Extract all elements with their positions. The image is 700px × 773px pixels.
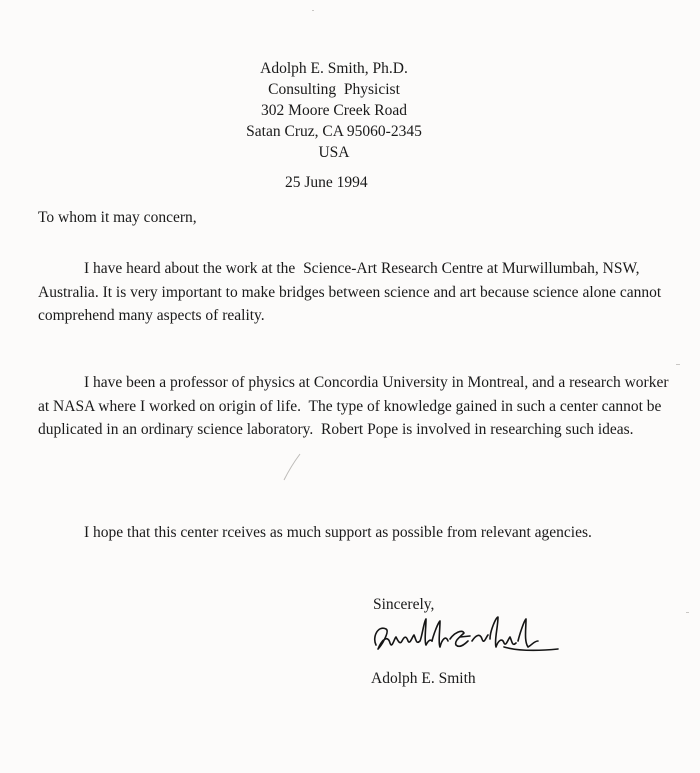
stray-pen-mark — [282, 452, 302, 482]
paragraph-2-text: I have been a professor of physics at Concordia University in Montreal, and a research worker at NASA where I worked on origin of life. The type of knowledge gained in such a center cannot be duplicated in an ordinary science laboratory. Robert Pope is involved in researching such ideas. — [38, 374, 673, 438]
handwritten-signature — [368, 611, 568, 669]
letter-date: 25 June 1994 — [285, 174, 368, 191]
scan-speck — [312, 10, 314, 11]
closing: Sincerely, — [373, 596, 435, 613]
sender-street: 302 Moore Creek Road — [261, 102, 407, 119]
sender-title: Consulting Physicist — [268, 81, 400, 98]
paragraph-2 — [38, 371, 678, 442]
sender-city: Satan Cruz, CA 95060-2345 — [246, 123, 422, 140]
sender-country: USA — [318, 144, 350, 161]
letterhead — [0, 58, 700, 163]
scan-speck — [686, 612, 689, 613]
paragraph-3-text: I hope that this center rceives as much support as possible from relevant agencies. — [84, 524, 592, 541]
salutation: To whom it may concern, — [38, 209, 197, 226]
signer-name: Adolph E. Smith — [371, 670, 476, 687]
sender-name: Adolph E. Smith, Ph.D. — [260, 60, 408, 77]
paragraph-1 — [38, 257, 678, 328]
paragraph-1-text: I have heard about the work at the Science-Art Research Centre at Murwillumbah, NSW, Australia. It is very important to make bridges between science and art because science alone cannot comprehend many aspects of reality. — [38, 260, 666, 324]
scan-speck — [676, 364, 680, 365]
paragraph-3 — [38, 521, 678, 545]
